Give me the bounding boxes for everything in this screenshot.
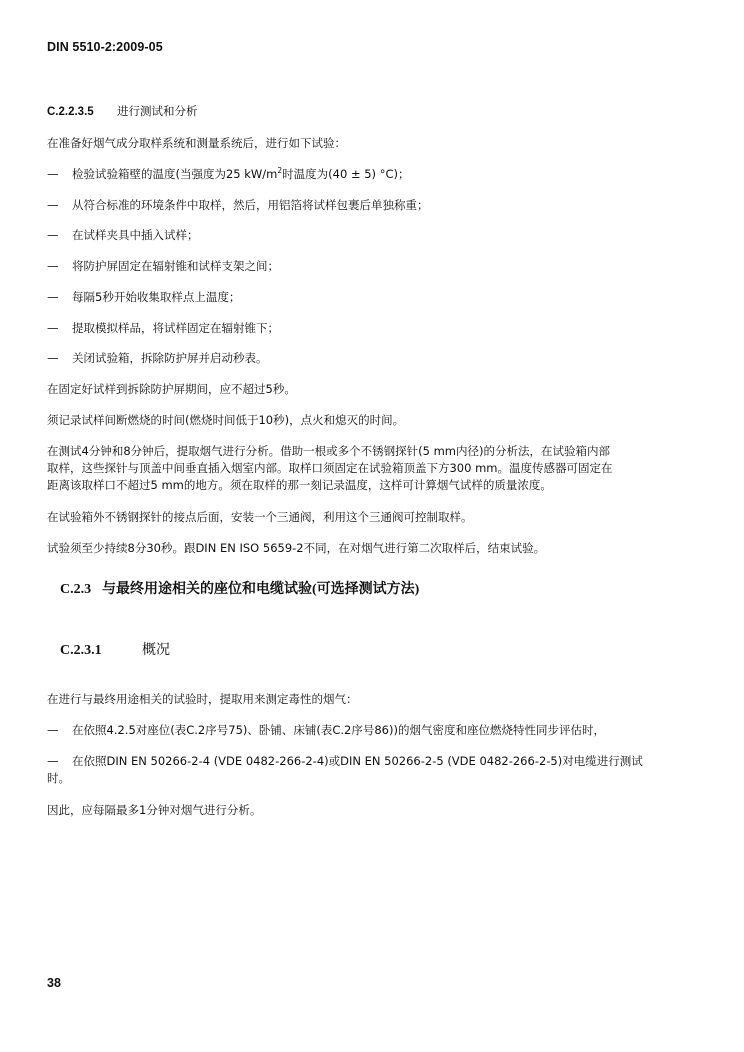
paragraph: 须记录试样间断燃烧的时间(燃烧时间低于10秒)，点火和熄灭的时间。 xyxy=(47,413,405,427)
list-item xyxy=(47,320,663,337)
list-item xyxy=(47,166,663,183)
subsection-title: 概况 xyxy=(142,643,170,658)
dash-bullet: — xyxy=(47,228,59,242)
list-item-text: 提取模拟样品，将试样固定在辐射锥下； xyxy=(72,321,279,335)
dash-bullet: — xyxy=(47,198,59,212)
section-number: C.2.3 xyxy=(60,582,92,597)
list-item xyxy=(47,227,663,244)
dash-bullet: — xyxy=(47,321,59,335)
intro-paragraph: 在准备好烟气成分取样系统和测量系统后，进行如下试验： xyxy=(47,136,346,150)
paragraph: 试验须至少持续8分30秒。跟DIN EN ISO 5659-2不同，在对烟气进行第二次取样后，结束试验。 xyxy=(47,541,546,555)
superscript: 2 xyxy=(277,166,283,175)
paragraph: 因此，应每隔最多1分钟对烟气进行分析。 xyxy=(47,803,262,817)
list-item xyxy=(47,753,663,770)
page-number: 38 xyxy=(47,976,61,990)
dash-bullet: — xyxy=(47,723,59,737)
list-item-text: 在依照DIN EN 50266-2-4 (VDE 0482-266-2-4)或DIN EN 50266-2-5 (VDE 0482-266-2-5)对电缆进行测试 xyxy=(72,754,643,768)
intro-paragraph: 在进行与最终用途相关的试验时，提取用来测定毒性的烟气： xyxy=(47,692,358,706)
subsection-heading-c2235 xyxy=(47,103,198,119)
section-heading-c23 xyxy=(60,578,419,598)
list-item-text: 在依照4.2.5对座位(表C.2序号75)、卧铺、床铺(表C.2序号86))的烟气密度和座位燃烧特性同步评估时， xyxy=(72,723,605,737)
list-item xyxy=(47,722,663,739)
paragraph: 在试验箱外不锈钢探针的接点后面，安装一个三通阀，利用这个三通阀可控制取样。 xyxy=(47,510,473,524)
list-item-continuation: 时。 xyxy=(47,771,70,785)
list-item-text: 从符合标准的环境条件中取样，然后，用铝箔将试样包裹后单独称重； xyxy=(72,198,429,212)
list-item xyxy=(47,258,663,275)
list-item-text: 在试样夹具中插入试样； xyxy=(72,228,199,242)
subsection-number: C.2.3.1 xyxy=(60,643,102,658)
subsection-number: C.2.2.3.5 xyxy=(47,106,94,118)
subsection-heading-c231 xyxy=(60,639,170,659)
document-id: DIN 5510-2:2009-05 xyxy=(47,40,163,54)
list-item-text-post: 时温度为(40 ± 5) °C)； xyxy=(282,167,410,181)
subsection-title: 进行测试和分析 xyxy=(117,104,198,118)
list-item-text-pre: 检验试验箱壁的温度(当强度为25 kW/m xyxy=(72,167,278,181)
paragraph-line: 取样，这些探针与顶盖中间垂直插入烟室内部。取样口须固定在试验箱顶盖下方300 mm。温度传感器可固定在 xyxy=(47,461,613,475)
paragraph-line: 距离该取样口不超过5 mm的地方。须在取样的那一刻记录温度，这样可计算烟气试样的质量浓度。 xyxy=(47,478,552,492)
paragraph: 在固定好试样到拆除防护屏期间，应不超过5秒。 xyxy=(47,382,296,396)
list-item-text: 将防护屏固定在辐射锥和试样支架之间； xyxy=(72,259,279,273)
paragraph-line: 在测试4分钟和8分钟后，提取烟气进行分析。借助一根或多个不锈钢探针(5 mm内径)的分析法，在试验箱内部 xyxy=(47,444,610,458)
list-item-text: 关闭试验箱，拆除防护屏并启动秒表。 xyxy=(72,351,268,365)
dash-bullet: — xyxy=(47,290,59,304)
section-title: 与最终用途相关的座位和电缆试验(可选择测试方法) xyxy=(102,582,420,597)
dash-bullet: — xyxy=(47,167,59,181)
dash-bullet: — xyxy=(47,351,59,365)
list-item-text: 每隔5秒开始收集取样点上温度； xyxy=(72,290,241,304)
dash-bullet: — xyxy=(47,754,59,768)
list-item xyxy=(47,350,663,367)
list-item xyxy=(47,289,663,306)
dash-bullet: — xyxy=(47,259,59,273)
list-item xyxy=(47,197,663,214)
